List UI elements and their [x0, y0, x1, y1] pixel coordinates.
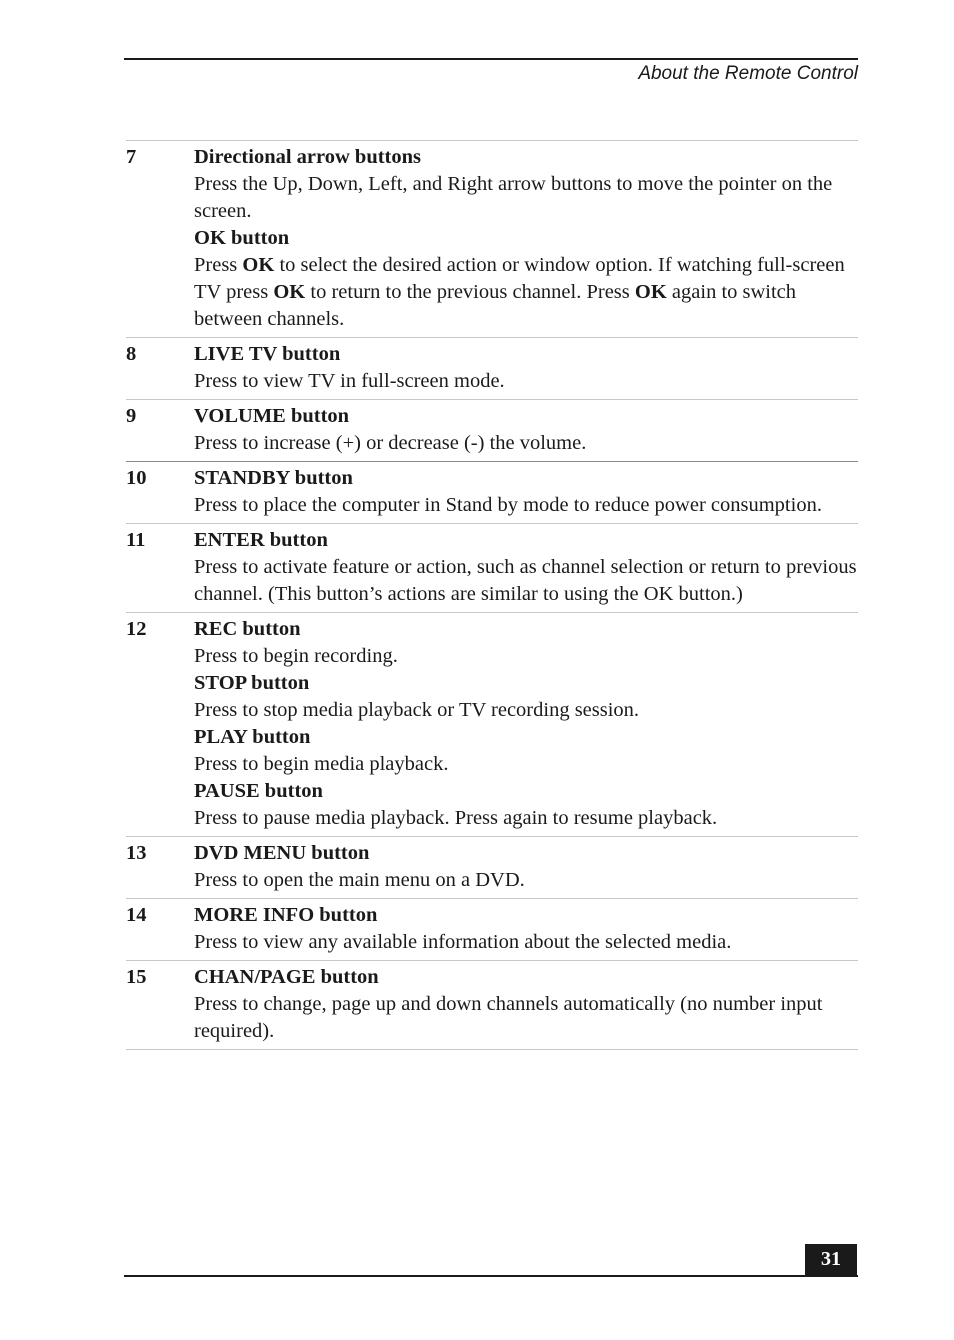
row-number: 9 [126, 405, 137, 427]
button-name: STANDBY button [194, 467, 353, 489]
row-content [194, 527, 858, 608]
row-number: 8 [126, 343, 137, 365]
description-text: Press to begin media playback. [194, 753, 449, 775]
row-content [194, 902, 858, 956]
button-description [194, 929, 858, 956]
description-text: to select the desired action or window option. If watching full-screen TV press [194, 254, 845, 303]
description-text: Press to view any available information about the selected media. [194, 931, 732, 953]
button-description [194, 368, 858, 395]
description-bold: OK [634, 281, 667, 303]
button-reference-table [126, 140, 858, 1050]
button-name: PLAY button [194, 726, 311, 748]
button-name: REC button [194, 618, 301, 640]
row-content [194, 616, 858, 832]
row-content [194, 403, 858, 457]
description-text: Press to place the computer in Stand by mode to reduce power consumption. [194, 494, 822, 516]
description-bold: OK [273, 281, 306, 303]
table-row [126, 613, 858, 837]
button-description [194, 751, 858, 778]
running-header: About the Remote Control [638, 63, 858, 84]
description-text: Press to pause media playback. Press again to resume playback. [194, 807, 718, 829]
table-row [126, 338, 858, 400]
row-content [194, 840, 858, 894]
button-description [194, 867, 858, 894]
button-name: PAUSE button [194, 780, 323, 802]
description-text: Press to increase (+) or decrease (-) the volume. [194, 432, 587, 454]
button-description [194, 991, 858, 1045]
description-text: Press to stop media playback or TV recording session. [194, 699, 640, 721]
row-content [194, 465, 858, 519]
button-description [194, 554, 858, 608]
button-name: ENTER button [194, 529, 328, 551]
button-name: STOP button [194, 672, 310, 694]
description-text: Press the Up, Down, Left, and Right arrow buttons to move the pointer on the screen. [194, 173, 833, 222]
table-row [126, 837, 858, 899]
description-text: Press [194, 254, 243, 276]
button-name: CHAN/PAGE button [194, 966, 379, 988]
table-row [126, 961, 858, 1050]
row-number: 15 [126, 966, 147, 988]
button-description [194, 252, 858, 333]
button-description [194, 430, 858, 457]
row-number: 14 [126, 904, 147, 926]
row-number: 13 [126, 842, 147, 864]
description-text: Press to begin recording. [194, 645, 398, 667]
description-text: Press to open the main menu on a DVD. [194, 869, 525, 891]
button-name: LIVE TV button [194, 343, 341, 365]
row-content [194, 341, 858, 395]
table-row [126, 524, 858, 613]
button-description [194, 643, 858, 670]
row-content [194, 964, 858, 1045]
row-number: 7 [126, 146, 137, 168]
description-text: Press to change, page up and down channels automatically (no number input required). [194, 993, 823, 1042]
description-text: Press to view TV in full-screen mode. [194, 370, 505, 392]
header-rule [124, 58, 858, 60]
description-text: to return to the previous channel. Press [305, 281, 635, 303]
button-name: DVD MENU button [194, 842, 370, 864]
row-content [194, 144, 858, 333]
button-name: OK button [194, 227, 290, 249]
button-description [194, 492, 858, 519]
table-row [126, 400, 858, 462]
table-row [126, 899, 858, 961]
row-number: 12 [126, 618, 147, 640]
button-name: Directional arrow buttons [194, 146, 422, 168]
button-description [194, 697, 858, 724]
button-name: VOLUME button [194, 405, 350, 427]
table-row [126, 462, 858, 524]
description-bold: OK [242, 254, 275, 276]
button-description [194, 171, 858, 225]
row-number: 11 [126, 529, 146, 551]
page-number: 31 [805, 1244, 857, 1276]
table-row [126, 141, 858, 338]
description-text: again to switch between channels. [194, 281, 797, 330]
description-text: Press to activate feature or action, such as channel selection or return to previous channel. (This button’s actions are similar to using the OK button.) [194, 556, 857, 605]
footer-rule [124, 1275, 858, 1277]
row-number: 10 [126, 467, 147, 489]
button-name: MORE INFO button [194, 904, 378, 926]
button-description [194, 805, 858, 832]
